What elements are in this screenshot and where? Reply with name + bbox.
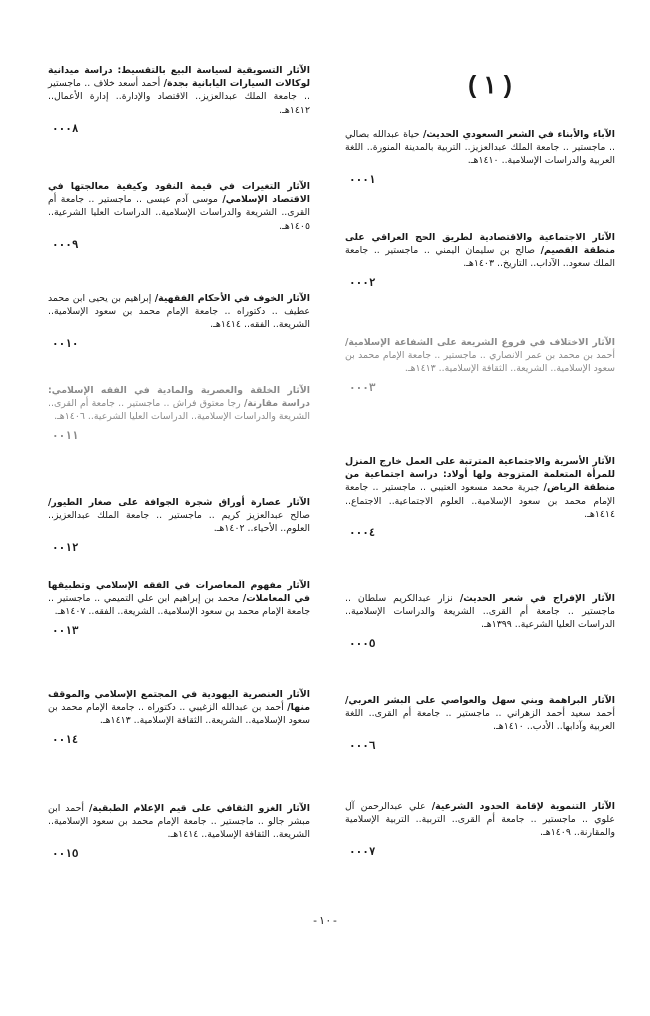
entry-body: أحمد أسعد خلاف .. ماجستير .. جامعة الملك عبدالعزيز.. الاقتصاد والإدارة.. إدارة الأعمال.. ١٤١٢هـ. [48, 78, 310, 116]
entry-body: علي عبدالرحمن آل علوي .. ماجستير .. جامعة أم القرى.. التربية.. التربية الإسلامية والمقارنة.. ١٤٠٩هـ. [345, 801, 615, 839]
entry-body: نزار عبدالكريم سلطان .. ماجستير .. جامعة أم القرى.. الشريعة والدراسات الإسلامية.. الدراسات العليا الشرعية.. ١٣٩٩هـ. [345, 593, 615, 631]
bibliography-entry [345, 592, 615, 650]
entry-title: الآباء والأبناء في الشعر السعودي الحديث/ [422, 129, 615, 140]
bibliography-entry [48, 64, 310, 135]
entry-title: الآثار عصارة أوراق شجرة الجوافة على صغار الطيور/ [48, 497, 310, 508]
entry-title: الآثار الاجتماعية والاقتصادية لطريق الحج العراقي على منطقة القصيم/ [345, 232, 615, 257]
entry-title: الآثار الاختلاف في فروع الشريعة على الشفاعة الإسلامية/ [345, 337, 615, 348]
entry-body: أحمد ابن مبشر جالو .. ماجستير .. جامعة الإمام محمد بن سعود الإسلامية.. الشريعة.. الثقافة الإسلامية.. ١٤١٤هـ. [48, 803, 310, 841]
entry-body: حياة عبدالله بصالي .. ماجستير .. جامعة الملك عبدالعزيز.. التربية بالمدينة المنورة.. اللغة العربية والدراسات الإسلامية.. ١٤١٠هـ. [345, 129, 615, 167]
bibliography-entry [48, 688, 310, 746]
page-title: ( ١ ) [468, 71, 512, 99]
entry-body: رجا معتوق فراش .. ماجستير .. جامعة أم القرى.. الشريعة والدراسات الإسلامية.. الدراسات العليا الشرعية.. ١٤٠٦هـ. [48, 398, 310, 423]
entry-number: ٠٠٠٥ [349, 636, 376, 650]
entry-number: ٠٠١٤ [52, 732, 79, 746]
entry-body: أحمد بن عبدالله الزغيبي .. دكتوراه .. جامعة الإمام محمد بن سعود الإسلامية.. الشريعة.. الثقافة الإسلامية.. ١٤١٣هـ. [48, 702, 310, 727]
entry-body: محمد بن إبراهيم ابن علي التميمي .. ماجستير .. جامعة الإمام محمد بن سعود الإسلامية.. الشريعة.. الفقه.. ١٤٠٧هـ. [48, 593, 310, 618]
entry-title: الآثار الغزو الثقافي على قيم الإعلام الطبقية/ [88, 803, 310, 814]
entry-body: أحمد سعيد أحمد الزهراني .. ماجستير .. جامعة أم القرى.. اللغة العربية وآدابها.. الأدب.. ١٤١٠هـ. [345, 708, 615, 733]
entry-number: ٠٠١٢ [52, 540, 79, 554]
entry-title: الآثار الخلقة والعصرية والمادية في الفقه الإسلامي: دراسة مقارنة/ [48, 385, 310, 410]
entry-title: الآثار العنصرية اليهودية في المجتمع الإسلامي والموقف منها/ [48, 689, 310, 714]
entry-number: ٠٠٠٣ [349, 380, 376, 394]
entry-number: ٠٠٠٩ [52, 237, 79, 251]
page-number: -١٠- [311, 914, 339, 927]
entry-body: أحمد بن محمد بن عمر الانصاري .. ماجستير .. جامعة الإمام محمد بن سعود الإسلامية.. الشريعة.. الثقافة الإسلامية.. ١٤١٣هـ. [345, 350, 615, 375]
bibliography-entry [345, 455, 615, 539]
entry-title: الآثار الأسرية والاجتماعية المترتبة على العمل خارج المنزل للمرأة المتعلمة المتزوجة ولها أولاد: دراسة اجتماعية من منطقة الرياض/ [345, 456, 615, 494]
entry-number: ٠٠٠٧ [349, 844, 376, 858]
entry-title: الآثار الإفراج في شعر الحديث/ [459, 593, 615, 604]
entry-number: ٠٠١١ [52, 428, 79, 442]
bibliography-entry [48, 802, 310, 860]
entry-body: صالح عبدالعزيز كريم .. ماجستير .. جامعة الملك عبدالعزيز.. العلوم.. الأحياء.. ١٤٠٢هـ. [48, 510, 310, 535]
entry-body: صالح بن سليمان اليمني .. ماجستير .. جامعة الملك سعود.. الآداب.. التاريخ.. ١٤٠٣هـ. [345, 245, 615, 270]
entry-body: إبراهيم بن يحيى ابن محمد عطيف .. دكتوراه .. جامعة الإمام محمد بن سعود الإسلامية.. الشريعة.. الفقه.. ١٤١٤هـ. [48, 293, 310, 331]
entry-title: الآثار التسويقية لسياسة البيع بالتقسيط: دراسة ميدانية لوكالات السيارات اليابانية بجدة/ [48, 65, 310, 90]
bibliography-entry [345, 694, 615, 752]
entry-number: ٠٠٠١ [349, 172, 376, 186]
entry-number: ٠٠١٠ [52, 336, 79, 350]
bibliography-entry [48, 180, 310, 251]
entry-number: ٠٠١٣ [52, 623, 79, 637]
entry-title: الآثار التنموية لإقامة الحدود الشرعية/ [431, 801, 615, 812]
entry-number: ٠٠٠٨ [52, 121, 79, 135]
bibliography-entry [345, 336, 615, 394]
entry-body: جبرية محمد مسعود العتيبي .. ماجستير .. جامعة الإمام محمد بن سعود الإسلامية.. العلوم الاجتماعية.. الاجتماع.. ١٤١٤هـ. [345, 482, 615, 520]
entry-title: الآثار التغيرات في قيمة النقود وكيفية معالجتها في الاقتصاد الإسلامي/ [48, 181, 310, 206]
entry-number: ٠٠٠٦ [349, 738, 376, 752]
bibliography-entry [345, 231, 615, 289]
entry-title: الآثار البراهمة وبني سهل والعواصي على البشر العربي/ [345, 695, 615, 706]
bibliography-entry [48, 384, 310, 442]
entry-title: الآثار مفهوم المعاصرات في الفقه الإسلامي وتطبيقها في المعاملات/ [48, 580, 310, 605]
entry-body: موسى آدم عيسى .. ماجستير .. جامعة أم القرى.. الشريعة والدراسات الإسلامية.. الدراسات العليا الشرعية.. ١٤٠٥هـ. [48, 194, 310, 232]
bibliography-entry [345, 128, 615, 186]
entry-title: الآثار الخوف في الأحكام الفقهية/ [154, 293, 311, 304]
bibliography-entry [345, 800, 615, 858]
entry-number: ٠٠١٥ [52, 846, 79, 860]
entry-number: ٠٠٠٤ [349, 526, 376, 540]
bibliography-entry [48, 292, 310, 350]
entry-number: ٠٠٠٢ [349, 275, 376, 289]
bibliography-entry [48, 579, 310, 637]
bibliography-entry [48, 496, 310, 554]
